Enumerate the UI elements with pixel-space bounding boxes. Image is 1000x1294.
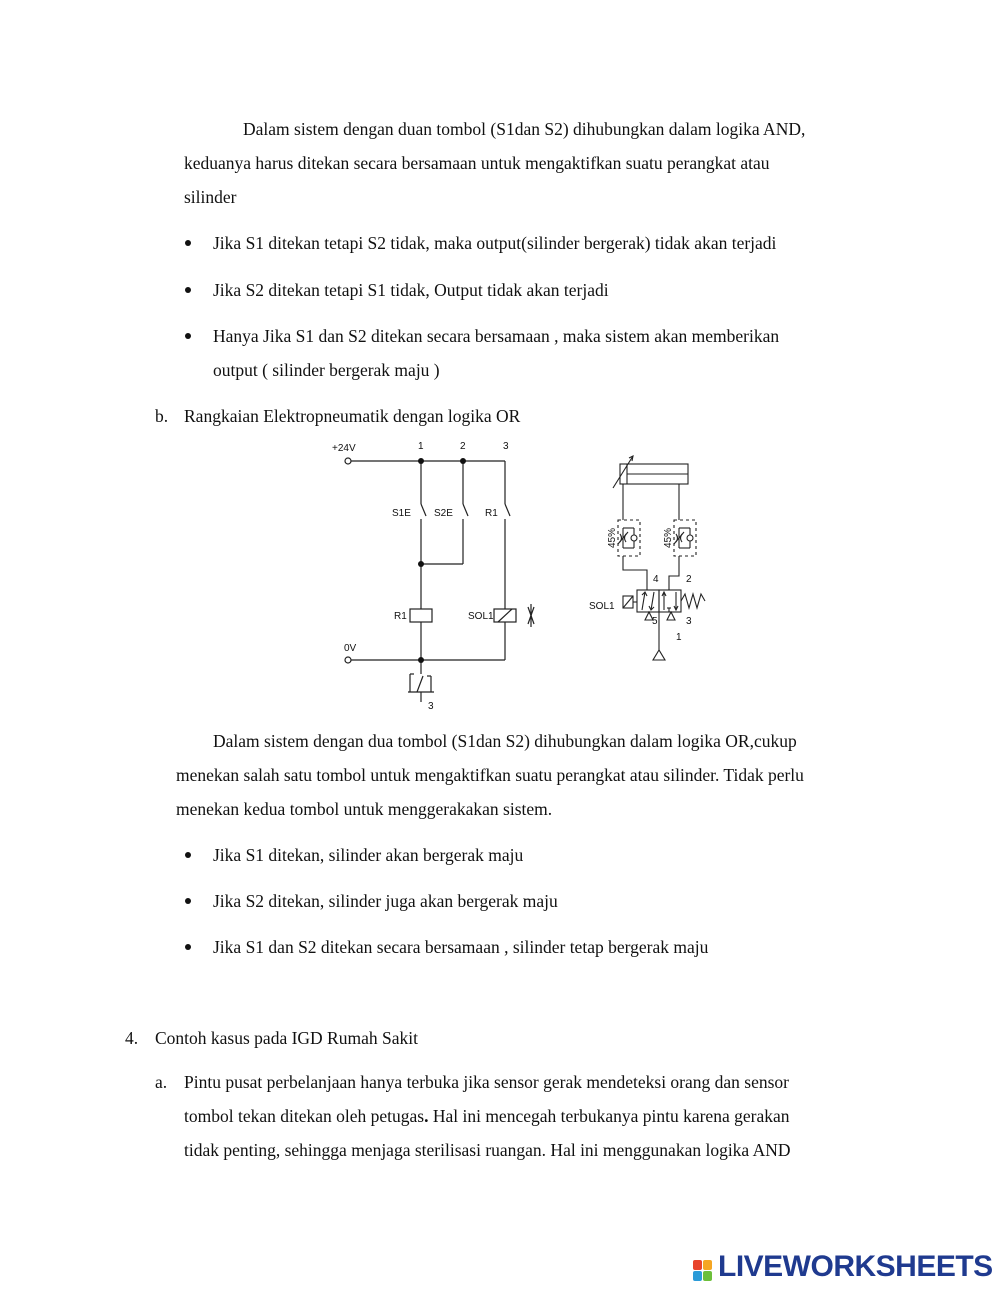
- rung-2-label: 2: [460, 441, 466, 452]
- supply-label: +24V: [332, 443, 356, 454]
- and-paragraph-line3: silinder: [184, 187, 237, 207]
- item-a-line2-start: tombol tekan ditekan oleh petugas: [184, 1106, 425, 1126]
- or-heading: Rangkaian Elektropneumatik dengan logika OR: [184, 406, 521, 426]
- relay-coil-r1: [410, 609, 432, 622]
- port-3-label: 3: [686, 616, 692, 627]
- and-bullet-2: Jika S2 ditekan tetapi S1 tidak, Output tidak akan terjadi: [213, 280, 609, 300]
- or-paragraph-line1: Dalam sistem dengan dua tombol (S1dan S2) dihubungkan dalam logika OR,cukup: [213, 731, 797, 751]
- item-a-marker: a.: [155, 1072, 168, 1092]
- valve-spring: [681, 594, 705, 608]
- section-4-heading: Contoh kasus pada IGD Rumah Sakit: [155, 1028, 418, 1048]
- section-4-number: 4.: [125, 1028, 139, 1048]
- and-bullet-3-line2: output ( silinder bergerak maju ): [213, 360, 440, 380]
- and-paragraph-line1: Dalam sistem dengan duan tombol (S1dan S2) dihubungkan dalam logika AND,: [243, 119, 806, 139]
- rung-1-label: 1: [418, 441, 424, 452]
- item-a-line1: Pintu pusat perbelanjaan hanya terbuka jika sensor gerak mendeteksi orang dan sensor: [184, 1072, 790, 1092]
- junction-dot: [418, 561, 424, 567]
- or-bullet-3: Jika S1 dan S2 ditekan secara bersamaan , silinder tetap bergerak maju: [213, 937, 709, 957]
- ground-label: 0V: [344, 643, 357, 654]
- bullet-dot: [185, 898, 191, 904]
- ground-terminal: [345, 657, 351, 663]
- bullet-dot: [185, 944, 191, 950]
- and-bullet-3-line1: Hanya Jika S1 dan S2 ditekan secara bersamaan , maka sistem akan memberikan: [213, 326, 780, 346]
- bullet-dot: [185, 240, 191, 246]
- bullet-dot: [185, 333, 191, 339]
- item-a-line2-bold: .: [424, 1106, 429, 1126]
- liveworksheets-logo: [693, 1250, 993, 1286]
- valve-box-right: [659, 590, 681, 612]
- switch-s2-label: S2E: [434, 508, 453, 519]
- junction-dot: [418, 458, 424, 464]
- port-1-label: 1: [676, 632, 682, 643]
- or-paragraph-line3: menekan kedua tombol untuk menggerakakan sistem.: [176, 799, 553, 819]
- valve-box-left: [637, 590, 659, 612]
- flow-label-left: 45%: [607, 527, 618, 548]
- bullet-dot: [185, 287, 191, 293]
- item-a-line3: tidak penting, sehingga menjaga sterilisasi ruangan. Hal ini menggunakan logika AND: [184, 1140, 791, 1160]
- port-4-label: 4: [653, 574, 659, 585]
- item-a-line2-end: Hal ini mencegah terbukanya pintu karena gerakan: [428, 1106, 790, 1126]
- item-a-line2: [184, 1106, 789, 1127]
- contact-r1-label: R1: [485, 508, 498, 519]
- and-bullet-1: Jika S1 ditekan tetapi S2 tidak, maka output(silinder bergerak) tidak akan terjadi: [213, 233, 777, 253]
- supply-terminal: [345, 458, 351, 464]
- flow-label-right: 45%: [663, 527, 674, 548]
- logo-text: LIVEWORKSHEETS: [718, 1250, 993, 1283]
- switch-s1-label: S1E: [392, 508, 411, 519]
- contact-ref-label: 3: [428, 701, 434, 712]
- air-supply-symbol: [653, 650, 665, 660]
- port-5-label: 5: [652, 616, 658, 627]
- or-bullet-1: Jika S1 ditekan, silinder akan bergerak maju: [213, 845, 524, 865]
- logo-tiles-icon: [693, 1260, 713, 1282]
- bullet-dot: [185, 852, 191, 858]
- or-bullet-2: Jika S2 ditekan, silinder juga akan bergerak maju: [213, 891, 558, 911]
- and-paragraph-line2: keduanya harus ditekan secara bersamaan untuk mengaktifkan suatu perangkat atau: [184, 153, 770, 173]
- relay-coil-label: R1: [394, 611, 407, 622]
- or-list-marker: b.: [155, 406, 169, 426]
- solenoid-label: SOL1: [468, 611, 494, 622]
- valve-solenoid-label: SOL1: [589, 601, 615, 612]
- or-paragraph-line2: menekan salah satu tombol untuk mengaktifkan suatu perangkat atau silinder. Tidak perlu: [176, 765, 804, 785]
- junction-dot: [418, 657, 424, 663]
- junction-dot: [460, 458, 466, 464]
- rung-3-label: 3: [503, 441, 509, 452]
- port-2-label: 2: [686, 574, 692, 585]
- pneumatic-circuit-diagram: [585, 448, 730, 668]
- electrical-ladder-diagram: [330, 436, 550, 716]
